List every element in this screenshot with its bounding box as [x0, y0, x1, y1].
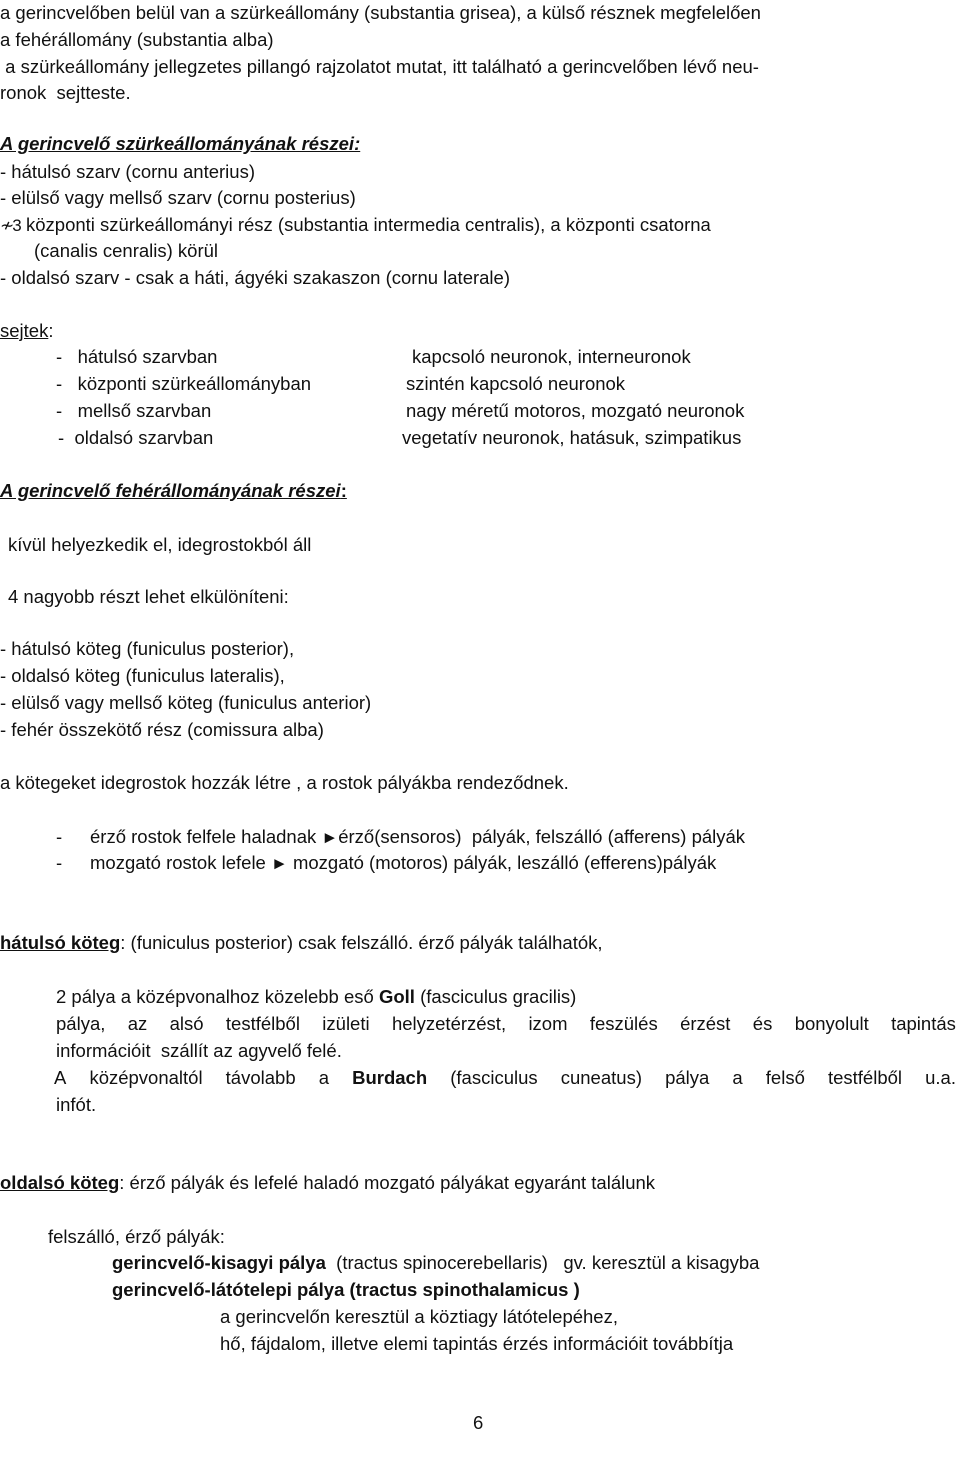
posterior-p2-word: az — [127, 1013, 148, 1034]
right-triangle-icon: ► — [270, 854, 288, 873]
intro-line-4: ronok sejtteste. — [0, 82, 131, 103]
cells-row-1-where: - hátulsó szarvban — [56, 346, 218, 367]
posterior-p2-word: testfélből — [225, 1013, 300, 1034]
posterior-p2-word: bonyolult — [794, 1013, 869, 1034]
posterior-p4-word: távolabb — [225, 1067, 296, 1088]
white-line-2: 4 nagyobb részt lehet elkülöníteni: — [8, 586, 289, 607]
posterior-p4-word: (fasciculus — [450, 1067, 538, 1088]
page-number: 6 — [473, 1412, 484, 1433]
intro-line-2: a fehérállomány (substantia alba) — [0, 29, 274, 50]
posterior-p2-word: izom — [528, 1013, 568, 1034]
cells-row-3-where: - mellső szarvban — [56, 400, 212, 421]
arrow-line-2 — [90, 852, 716, 875]
lateral-tract-1-rest: (tractus spinocerebellaris) gv. keresztül a kisagyba — [325, 1252, 760, 1273]
gray-item-3-text: központi szürkeállományi rész (substantia intermedia centralis), a központi csatorna — [26, 214, 711, 235]
posterior-p4 — [54, 1067, 956, 1089]
posterior-p2-word: érzést — [680, 1013, 731, 1034]
lateral-sub: felszálló, érző pályák: — [48, 1226, 225, 1247]
white-matter-heading-line — [0, 480, 347, 502]
cells-row-1-what: kapcsoló neuronok, interneuronok — [412, 346, 691, 367]
posterior-line — [0, 932, 603, 954]
posterior-p2-word: pálya, — [56, 1013, 106, 1034]
lateral-label: oldalsó köteg — [0, 1172, 120, 1193]
posterior-p4-word: pálya — [665, 1067, 710, 1088]
posterior-p4-word: a — [732, 1067, 743, 1088]
lateral-tract-3: a gerincvelőn keresztül a köztiagy látótelepéhez, — [220, 1306, 618, 1327]
lateral-rest: : érző pályák és lefelé haladó mozgató pályákat egyaránt találunk — [119, 1172, 656, 1193]
cells-colon: : — [48, 320, 54, 341]
posterior-p2-word: tapintás — [891, 1013, 956, 1034]
lateral-line — [0, 1172, 655, 1194]
arrow-line-1 — [90, 826, 745, 849]
posterior-p2-word: alsó — [169, 1013, 204, 1034]
posterior-p4-word: felső — [765, 1067, 805, 1088]
posterior-label: hátulsó köteg — [0, 932, 121, 953]
posterior-p5: infót. — [56, 1094, 97, 1115]
white-matter-heading: A gerincvelő fehérállományának részei — [0, 480, 341, 501]
lateral-tract-1 — [112, 1252, 759, 1274]
posterior-p1-a: 2 pálya a középvonalhoz közelebb eső — [56, 986, 379, 1007]
white-item-1: - hátulsó köteg (funiculus posterior), — [0, 638, 295, 659]
intro-line-3: a szürkeállomány jellegzetes pillangó rajzolatot mutat, itt található a gerincvelőben lévő neu- — [0, 56, 759, 77]
arrow-line-1-right: érző(sensoros) pályák, felszálló (afferens) pályák — [338, 826, 746, 847]
cells-label: sejtek — [0, 320, 49, 341]
leaf-bullet-icon: ≁3 — [0, 216, 20, 235]
intro-line-1: a gerincvelőben belül van a szürkeállomány (substantia grisea), a külső résznek megfelelően — [0, 2, 761, 23]
posterior-p2-word: és — [752, 1013, 773, 1034]
cells-row-2-what: szintén kapcsoló neuronok — [406, 373, 626, 394]
white-item-4: - fehér összekötő rész (comissura alba) — [0, 719, 324, 740]
white-heading-colon: : — [340, 480, 347, 501]
posterior-p2-word: feszülés — [589, 1013, 658, 1034]
arrow-line-1-left: érző rostok felfele haladnak — [90, 826, 322, 847]
arrow-line-1-dash: - — [56, 826, 63, 847]
posterior-p2 — [56, 1013, 956, 1035]
posterior-p4-word: középvonaltól — [89, 1067, 203, 1088]
gray-item-1: - hátulsó szarv (cornu anterius) — [0, 161, 255, 182]
cells-row-3-what: nagy méretű motoros, mozgató neuronok — [406, 400, 745, 421]
posterior-p4-word: cuneatus) — [560, 1067, 642, 1088]
white-line-1: kívül helyezkedik el, idegrostokból áll — [8, 534, 312, 555]
lateral-tract-4: hő, fájdalom, illetve elemi tapintás érzés információit továbbítja — [220, 1333, 734, 1354]
burdach-term: Burdach — [352, 1067, 428, 1088]
goll-term: Goll — [378, 986, 415, 1007]
posterior-p2-word: helyzetérzést, — [391, 1013, 507, 1034]
white-summary: a kötegeket idegrostok hozzák létre , a rostok pályákba rendeződnek. — [0, 772, 569, 793]
posterior-p1-b: (fasciculus gracilis) — [414, 986, 577, 1007]
arrow-line-2-dash: - — [56, 852, 63, 873]
arrow-line-2-left: mozgató rostok lefele — [90, 852, 271, 873]
posterior-p4-word: A — [54, 1067, 67, 1088]
gray-matter-heading: A gerincvelő szürkeállományának részei: — [0, 133, 361, 154]
white-item-3: - elülső vagy mellső köteg (funiculus anterior) — [0, 692, 372, 713]
posterior-rest: : (funiculus posterior) csak felszálló. érző pályák találhatók, — [120, 932, 603, 953]
gray-item-3-cont: (canalis cenralis) körül — [34, 240, 219, 261]
posterior-p4-word: u.a. — [925, 1067, 956, 1088]
gray-item-3 — [0, 214, 711, 237]
cells-row-4-where: - oldalsó szarvban — [58, 427, 214, 448]
lateral-tract-2: gerincvelő-látótelepi pálya (tractus spinothalamicus ) — [112, 1279, 580, 1300]
spinocerebellar-term: gerincvelő-kisagyi pálya — [112, 1252, 326, 1273]
cells-row-4-what: vegetatív neuronok, hatásuk, szimpatikus — [402, 427, 742, 448]
arrow-line-2-right: mozgató (motoros) pályák, leszálló (efferens)pályák — [287, 852, 717, 873]
white-item-2: - oldalsó köteg (funiculus lateralis), — [0, 665, 285, 686]
cells-label-line — [0, 320, 53, 342]
cells-row-2-where: - központi szürkeállományban — [56, 373, 312, 394]
posterior-p1 — [56, 986, 576, 1008]
posterior-p4-word: a — [318, 1067, 330, 1088]
posterior-p2-word: izületi — [322, 1013, 370, 1034]
gray-item-2: - elülső vagy mellső szarv (cornu posterius) — [0, 187, 356, 208]
posterior-p3: információit szállít az agyvelő felé. — [56, 1040, 342, 1061]
posterior-p4-word: testfélből — [827, 1067, 903, 1088]
right-triangle-icon: ► — [321, 828, 339, 847]
gray-item-4: - oldalsó szarv - csak a háti, ágyéki szakaszon (cornu laterale) — [0, 267, 510, 288]
